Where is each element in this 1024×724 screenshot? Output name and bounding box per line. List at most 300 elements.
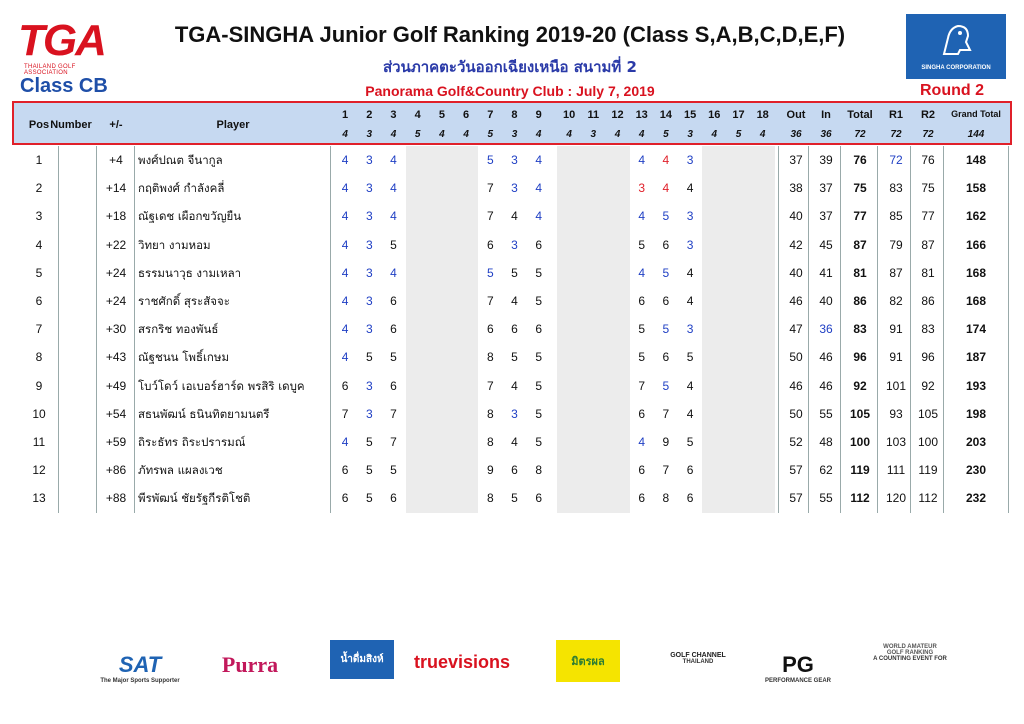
header-hole-4: 4 <box>414 109 421 121</box>
row-r1: 91 <box>889 322 903 337</box>
row-diff: +59 <box>105 435 127 449</box>
row-pos: 2 <box>35 181 43 196</box>
row-score-hole-1: 4 <box>341 181 349 196</box>
row-score-hole-2: 5 <box>365 435 373 449</box>
table-row <box>0 372 1000 400</box>
row-score-hole-2: 3 <box>365 209 373 224</box>
row-r2: 75 <box>921 181 935 196</box>
header-par-8: 3 <box>511 129 518 140</box>
row-pos: 6 <box>35 294 43 308</box>
row-score-hole-9: 6 <box>535 491 543 506</box>
row-score-hole-13: 6 <box>638 294 646 308</box>
column-divider <box>778 146 779 513</box>
row-score-hole-7: 7 <box>486 181 494 196</box>
header-par-grand: 144 <box>967 129 985 140</box>
header-par-out: 36 <box>790 129 802 140</box>
row-r2: 92 <box>921 378 935 393</box>
region-subtitle: ส่วนภาคตะวันออกเฉียงเหนือ สนามที่ 2 <box>383 58 637 76</box>
row-diff: +54 <box>105 406 127 421</box>
header-par-18: 4 <box>759 129 766 140</box>
row-pos: 12 <box>32 463 46 478</box>
row-score-hole-1: 6 <box>341 463 349 478</box>
row-score-hole-14: 7 <box>662 463 670 478</box>
row-diff: +4 <box>109 153 123 167</box>
row-player: ราชศักดิ์ สุระสัจจะ <box>138 294 230 308</box>
header-par-9: 4 <box>535 129 542 140</box>
row-score-hole-3: 4 <box>390 153 397 167</box>
column-divider <box>96 146 97 513</box>
row-score-hole-3: 4 <box>390 181 397 196</box>
row-score-hole-3: 4 <box>390 209 397 224</box>
header-par-10: 4 <box>566 129 572 140</box>
row-in: 55 <box>819 491 833 506</box>
header-hole-9: 9 <box>535 109 542 121</box>
row-score-hole-1: 6 <box>341 378 349 393</box>
header-par-13: 4 <box>638 129 645 140</box>
row-total: 100 <box>849 435 871 449</box>
row-grand-total: 232 <box>965 491 987 506</box>
header-hole-6: 6 <box>463 109 470 121</box>
row-diff: +30 <box>105 322 127 337</box>
tga-logo-subtitle: THAILAND GOLF ASSOCIATION <box>24 64 76 76</box>
table-row <box>0 287 1000 315</box>
row-total: 86 <box>853 294 867 308</box>
header-par-6: 4 <box>463 129 469 140</box>
row-grand-total: 162 <box>965 209 987 224</box>
row-score-hole-9: 5 <box>535 350 543 365</box>
row-player: สธนพัฒน์ ธนินทิตยามนตรี <box>138 406 270 421</box>
row-total: 81 <box>853 265 867 280</box>
row-score-hole-9: 5 <box>535 406 543 421</box>
row-out: 52 <box>789 435 803 449</box>
row-out: 40 <box>789 265 803 280</box>
header-r1: R1 <box>888 109 904 121</box>
waggr-logo-caption: A COUNTING EVENT FOR <box>873 656 947 662</box>
row-diff: +49 <box>105 378 127 393</box>
row-r1: 87 <box>889 265 903 280</box>
row-grand-total: 198 <box>965 406 987 421</box>
row-score-hole-2: 3 <box>365 378 373 393</box>
header-par-r1: 72 <box>890 129 902 140</box>
singha-water-logo <box>312 640 412 690</box>
row-score-hole-13: 6 <box>638 491 646 506</box>
row-score-hole-14: 7 <box>662 406 670 421</box>
row-pos: 13 <box>32 491 46 506</box>
row-score-hole-13: 5 <box>638 350 646 365</box>
row-score-hole-1: 4 <box>341 237 349 252</box>
header-total: Total <box>847 109 873 121</box>
row-r1: 101 <box>885 378 907 393</box>
row-grand-total: 193 <box>965 378 987 393</box>
row-r2: 86 <box>921 294 935 308</box>
header-par-14: 5 <box>663 129 669 140</box>
row-score-hole-2: 3 <box>365 265 373 280</box>
row-total: 76 <box>853 153 867 167</box>
yellow-sponsor-logo <box>538 640 638 690</box>
row-score-hole-2: 3 <box>365 322 373 337</box>
row-player: ธรรมนาวุธ งามเหลา <box>138 265 242 280</box>
row-score-hole-9: 5 <box>535 378 543 393</box>
row-score-hole-2: 3 <box>365 406 373 421</box>
row-score-hole-3: 7 <box>390 435 397 449</box>
column-shade <box>557 146 630 513</box>
row-score-hole-13: 6 <box>638 406 646 421</box>
header-hole-13: 13 <box>635 109 648 121</box>
row-score-hole-15: 6 <box>686 491 694 506</box>
row-score-hole-7: 8 <box>486 491 494 506</box>
row-in: 36 <box>819 322 833 337</box>
row-score-hole-2: 5 <box>365 463 373 478</box>
table-row <box>0 231 1000 259</box>
row-diff: +43 <box>105 350 127 365</box>
row-total: 77 <box>853 209 867 224</box>
row-score-hole-1: 4 <box>341 294 349 308</box>
row-score-hole-13: 5 <box>638 237 646 252</box>
table-row <box>0 400 1000 428</box>
row-r1: 120 <box>885 491 907 506</box>
row-score-hole-2: 5 <box>365 491 373 506</box>
row-pos: 9 <box>35 378 43 393</box>
row-diff: +24 <box>105 294 127 308</box>
row-score-hole-8: 3 <box>511 406 518 421</box>
row-score-hole-14: 6 <box>662 237 670 252</box>
row-in: 37 <box>819 209 833 224</box>
truevisions-logo <box>412 640 512 690</box>
table-header <box>12 101 1012 145</box>
pg-logo-caption: PERFORMANCE GEAR <box>764 678 831 684</box>
row-score-hole-8: 3 <box>511 237 518 252</box>
page-title: TGA-SINGHA Junior Golf Ranking 2019-20 (Class S,A,B,C,D,E,F) <box>174 22 846 47</box>
row-r2: 112 <box>918 491 938 506</box>
row-diff: +22 <box>105 237 127 252</box>
row-score-hole-14: 6 <box>662 350 670 365</box>
row-r2: 87 <box>921 237 935 252</box>
row-player: สรกริช ทองพันธ์ <box>138 322 219 337</box>
row-in: 55 <box>819 406 833 421</box>
row-total: 105 <box>849 406 871 421</box>
row-score-hole-14: 6 <box>662 294 670 308</box>
header-par-12: 4 <box>614 129 621 140</box>
row-score-hole-7: 7 <box>486 294 494 308</box>
header-par-5: 4 <box>439 129 445 140</box>
row-score-hole-8: 3 <box>511 153 518 167</box>
row-score-hole-14: 5 <box>662 265 670 280</box>
row-player: พีรพัฒน์ ชัยรัฐกีรติโชติ <box>138 491 251 506</box>
tga-logo-text: TGA <box>18 16 105 65</box>
row-score-hole-2: 5 <box>365 350 373 365</box>
row-player: ณัฐเดช เผือกขวัญยืน <box>138 209 242 224</box>
waggr-logo <box>860 640 960 690</box>
row-total: 112 <box>850 491 870 506</box>
yellow-sponsor-logo-text: มิตรผล <box>556 640 620 682</box>
row-score-hole-7: 6 <box>486 322 494 337</box>
row-score-hole-14: 8 <box>662 491 670 506</box>
row-score-hole-7: 7 <box>486 378 494 393</box>
row-grand-total: 158 <box>965 181 987 196</box>
table-row <box>0 343 1000 371</box>
round-label: Round 2 <box>920 82 984 99</box>
row-score-hole-8: 5 <box>511 350 518 365</box>
row-in: 46 <box>819 378 833 393</box>
row-score-hole-14: 4 <box>662 153 670 167</box>
row-total: 96 <box>853 350 867 365</box>
row-score-hole-7: 6 <box>486 237 494 252</box>
row-score-hole-3: 6 <box>390 294 397 308</box>
row-score-hole-1: 7 <box>341 406 349 421</box>
row-out: 57 <box>789 491 803 506</box>
row-score-hole-15: 6 <box>686 463 694 478</box>
row-player: กฤติพงศ์ กำลังคลี่ <box>138 181 225 196</box>
truevisions-logo-text: truevisions <box>413 652 511 672</box>
row-score-hole-8: 4 <box>511 378 518 393</box>
row-total: 83 <box>853 322 867 337</box>
header-par-3: 4 <box>390 129 397 140</box>
row-out: 42 <box>789 237 803 252</box>
row-in: 39 <box>819 153 833 167</box>
header-par-16: 4 <box>711 129 718 140</box>
row-score-hole-2: 3 <box>365 237 373 252</box>
row-score-hole-8: 6 <box>511 322 518 337</box>
header-hole-2: 2 <box>366 109 373 121</box>
row-score-hole-15: 4 <box>686 181 694 196</box>
row-out: 46 <box>789 294 803 308</box>
row-diff: +18 <box>105 209 127 224</box>
header-r2: R2 <box>920 109 936 121</box>
row-total: 87 <box>853 237 867 252</box>
row-score-hole-7: 5 <box>486 153 494 167</box>
purra-logo <box>200 640 300 690</box>
row-in: 41 <box>819 265 833 280</box>
row-r2: 81 <box>921 265 935 280</box>
header-par-4: 5 <box>414 129 421 140</box>
header-par-2: 3 <box>366 129 373 140</box>
row-grand-total: 203 <box>965 435 987 449</box>
row-in: 62 <box>819 463 833 478</box>
header-par-1: 4 <box>342 129 348 140</box>
header-hole-15: 15 <box>683 109 697 121</box>
row-out: 38 <box>789 181 803 196</box>
column-divider <box>943 146 944 513</box>
row-out: 46 <box>789 378 803 393</box>
row-grand-total: 174 <box>965 322 987 337</box>
row-total: 75 <box>853 181 867 196</box>
row-score-hole-1: 4 <box>341 350 349 365</box>
waggr-logo-text: WORLD AMATEUR GOLF RANKING <box>883 644 937 656</box>
row-score-hole-1: 4 <box>341 435 349 449</box>
golf-channel-logo <box>648 640 748 690</box>
row-diff: +14 <box>105 181 127 196</box>
row-diff: +24 <box>105 265 127 280</box>
column-divider <box>808 146 809 513</box>
row-score-hole-7: 9 <box>486 463 494 478</box>
row-score-hole-9: 8 <box>535 463 543 478</box>
row-score-hole-8: 4 <box>511 435 518 449</box>
row-player: ณัฐชนน โพธิ์เกษม <box>138 350 230 365</box>
header-grand: Grand Total <box>951 109 1001 119</box>
column-shade <box>702 146 775 513</box>
header-hole-7: 7 <box>487 109 494 121</box>
row-score-hole-14: 9 <box>662 435 670 449</box>
row-r2: 119 <box>918 463 938 478</box>
row-score-hole-15: 4 <box>686 378 694 393</box>
row-score-hole-9: 5 <box>535 435 543 449</box>
header-par-17: 5 <box>735 129 742 140</box>
row-r1: 72 <box>889 153 903 167</box>
table-row <box>0 146 1000 174</box>
singha-lion-icon <box>936 20 976 60</box>
row-r1: 93 <box>889 406 903 421</box>
row-pos: 11 <box>32 435 46 449</box>
row-r1: 83 <box>889 181 903 196</box>
header-out: Out <box>786 109 806 121</box>
row-score-hole-14: 5 <box>662 322 670 337</box>
row-r1: 79 <box>889 237 903 252</box>
row-score-hole-1: 4 <box>341 265 349 280</box>
sat-logo <box>90 640 190 690</box>
header-hole-14: 14 <box>659 109 673 121</box>
row-pos: 1 <box>35 153 43 167</box>
header-pos: Pos <box>28 119 50 131</box>
table-row <box>0 456 1000 484</box>
row-score-hole-13: 4 <box>638 153 646 167</box>
golf-channel-logo-text: GOLF CHANNEL <box>670 652 726 659</box>
row-pos: 8 <box>35 350 43 365</box>
row-r1: 85 <box>889 209 903 224</box>
column-divider <box>910 146 911 513</box>
row-score-hole-15: 4 <box>686 294 694 308</box>
pg-logo <box>748 640 848 690</box>
row-r2: 100 <box>917 435 939 449</box>
row-score-hole-1: 4 <box>341 322 349 337</box>
tga-logo <box>18 18 110 74</box>
row-in: 45 <box>819 237 833 252</box>
row-score-hole-7: 8 <box>486 350 494 365</box>
row-r2: 76 <box>921 153 935 167</box>
table-row <box>0 259 1000 287</box>
row-score-hole-7: 8 <box>486 406 494 421</box>
header-inn: In <box>821 109 831 121</box>
row-r1: 103 <box>885 435 907 449</box>
row-diff: +88 <box>105 491 127 506</box>
header-par-7: 5 <box>487 129 494 140</box>
row-grand-total: 166 <box>965 237 987 252</box>
sat-logo-text: SAT <box>118 652 162 677</box>
row-score-hole-13: 4 <box>638 209 646 224</box>
column-divider <box>877 146 878 513</box>
row-score-hole-15: 3 <box>686 153 694 167</box>
golf-channel-logo-caption: THAILAND <box>682 659 714 665</box>
class-label: Class CB <box>20 75 108 97</box>
row-pos: 7 <box>35 322 43 337</box>
row-score-hole-7: 7 <box>486 209 494 224</box>
row-in: 37 <box>819 181 833 196</box>
row-score-hole-9: 6 <box>535 322 543 337</box>
row-score-hole-3: 4 <box>390 265 397 280</box>
column-divider <box>134 146 135 513</box>
header-hole-18: 18 <box>756 109 769 121</box>
row-score-hole-15: 3 <box>686 209 694 224</box>
row-score-hole-9: 4 <box>535 209 543 224</box>
row-score-hole-8: 5 <box>511 265 518 280</box>
row-score-hole-3: 7 <box>390 406 397 421</box>
row-diff: +86 <box>105 463 127 478</box>
row-pos: 10 <box>32 406 46 421</box>
row-score-hole-1: 6 <box>341 491 349 506</box>
row-grand-total: 148 <box>965 153 987 167</box>
column-divider <box>330 146 331 513</box>
row-out: 50 <box>789 406 803 421</box>
row-score-hole-8: 4 <box>511 294 518 308</box>
row-out: 47 <box>789 322 803 337</box>
row-player: ภัทรพล แผลงเวช <box>138 463 223 478</box>
header-diff: +/- <box>109 119 123 131</box>
row-score-hole-8: 3 <box>511 181 518 196</box>
row-score-hole-3: 6 <box>390 322 397 337</box>
row-score-hole-14: 4 <box>662 181 670 196</box>
row-r1: 111 <box>886 463 906 478</box>
row-score-hole-7: 5 <box>486 265 494 280</box>
header-hole-11: 11 <box>587 109 600 121</box>
row-grand-total: 168 <box>965 294 987 308</box>
row-score-hole-9: 6 <box>535 237 543 252</box>
row-score-hole-1: 4 <box>341 209 349 224</box>
row-score-hole-3: 5 <box>390 237 397 252</box>
header-number: Number <box>50 119 92 131</box>
row-score-hole-3: 6 <box>390 378 397 393</box>
row-r2: 96 <box>921 350 935 365</box>
header-hole-16: 16 <box>708 109 721 121</box>
row-out: 57 <box>789 463 803 478</box>
row-score-hole-9: 5 <box>535 265 543 280</box>
row-in: 40 <box>819 294 833 308</box>
header-par-inn: 36 <box>820 129 832 140</box>
row-pos: 5 <box>35 265 43 280</box>
row-r2: 77 <box>921 209 935 224</box>
row-total: 119 <box>850 463 870 478</box>
header-par-15: 3 <box>687 129 693 140</box>
header-hole-8: 8 <box>511 109 518 121</box>
row-score-hole-9: 4 <box>535 153 543 167</box>
row-grand-total: 187 <box>965 350 987 365</box>
row-score-hole-3: 5 <box>390 463 397 478</box>
table-row <box>0 174 1000 202</box>
header-hole-10: 10 <box>562 109 576 121</box>
header-hole-1: 1 <box>342 109 349 121</box>
header-hole-5: 5 <box>438 109 445 121</box>
row-score-hole-2: 3 <box>365 181 373 196</box>
row-score-hole-14: 5 <box>662 378 670 393</box>
table-row <box>0 202 1000 230</box>
row-score-hole-8: 4 <box>511 209 518 224</box>
singha-water-logo-text: น้ำดื่มสิงห์ <box>330 640 394 679</box>
row-score-hole-8: 6 <box>511 463 518 478</box>
row-pos: 4 <box>35 237 43 252</box>
column-divider <box>1008 146 1009 513</box>
header-par-total: 72 <box>854 129 866 140</box>
column-divider <box>58 146 59 513</box>
row-score-hole-13: 6 <box>638 463 646 478</box>
singha-corporation-logo <box>906 14 1006 79</box>
row-score-hole-13: 3 <box>638 181 646 196</box>
row-out: 40 <box>789 209 803 224</box>
row-pos: 3 <box>35 209 43 224</box>
header-par-11: 3 <box>590 129 597 140</box>
row-player: วิทยา งามหอม <box>138 237 211 252</box>
row-score-hole-2: 3 <box>365 153 373 167</box>
row-score-hole-15: 3 <box>686 237 694 252</box>
row-grand-total: 168 <box>965 265 987 280</box>
column-divider <box>840 146 841 513</box>
